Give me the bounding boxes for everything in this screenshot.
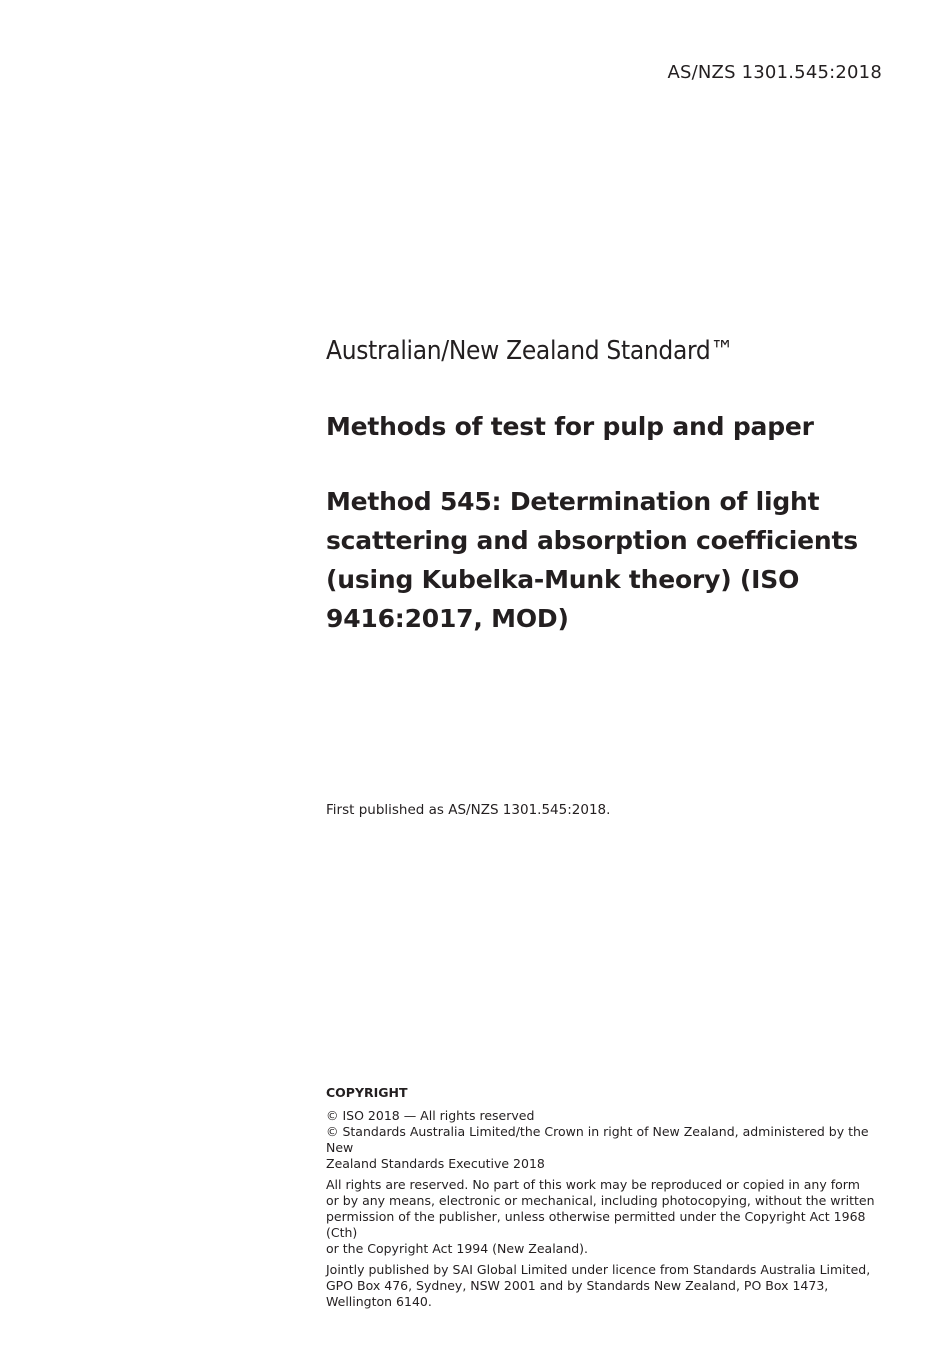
copyright-notice-line: © ISO 2018 — All rights reserved bbox=[326, 1108, 535, 1123]
method-title bbox=[326, 482, 866, 638]
copyright-notice-line: Zealand Standards Executive 2018 bbox=[326, 1156, 545, 1171]
method-title-line: (using Kubelka-Munk theory) (ISO bbox=[326, 565, 800, 594]
method-title-line: scattering and absorption coefficients bbox=[326, 526, 858, 555]
rights-statement-line: or by any means, electronic or mechanical, including photocopying, without the written bbox=[326, 1193, 875, 1208]
rights-statement-line: or the Copyright Act 1994 (New Zealand). bbox=[326, 1241, 589, 1256]
rights-statement bbox=[326, 1177, 896, 1257]
copyright-heading: COPYRIGHT bbox=[326, 1085, 408, 1100]
document-id: AS/NZS 1301.545:2018 bbox=[667, 62, 882, 83]
series-title: Methods of test for pulp and paper bbox=[326, 412, 814, 441]
publisher-statement-line: GPO Box 476, Sydney, NSW 2001 and by Standards New Zealand, PO Box 1473, bbox=[326, 1278, 829, 1293]
copyright-notice-line: © Standards Australia Limited/the Crown in right of New Zealand, administered by the New bbox=[326, 1124, 869, 1155]
rights-statement-line: permission of the publisher, unless otherwise permitted under the Copyright Act 1968 (Cth) bbox=[326, 1209, 866, 1240]
standard-label: Australian/New Zealand Standard™ bbox=[326, 336, 734, 366]
publisher-statement-line: Jointly published by SAI Global Limited under licence from Standards Australia Limited, bbox=[326, 1262, 871, 1277]
publisher-statement-line: Wellington 6140. bbox=[326, 1294, 432, 1309]
publisher-statement bbox=[326, 1262, 896, 1310]
copyright-block bbox=[326, 1085, 896, 1315]
first-published-note: First published as AS/NZS 1301.545:2018. bbox=[326, 802, 611, 818]
copyright-notice bbox=[326, 1108, 896, 1172]
rights-statement-line: All rights are reserved. No part of this work may be reproduced or copied in any form bbox=[326, 1177, 860, 1192]
method-title-line: 9416:2017, MOD) bbox=[326, 604, 569, 633]
method-title-line: Method 545: Determination of light bbox=[326, 487, 820, 516]
